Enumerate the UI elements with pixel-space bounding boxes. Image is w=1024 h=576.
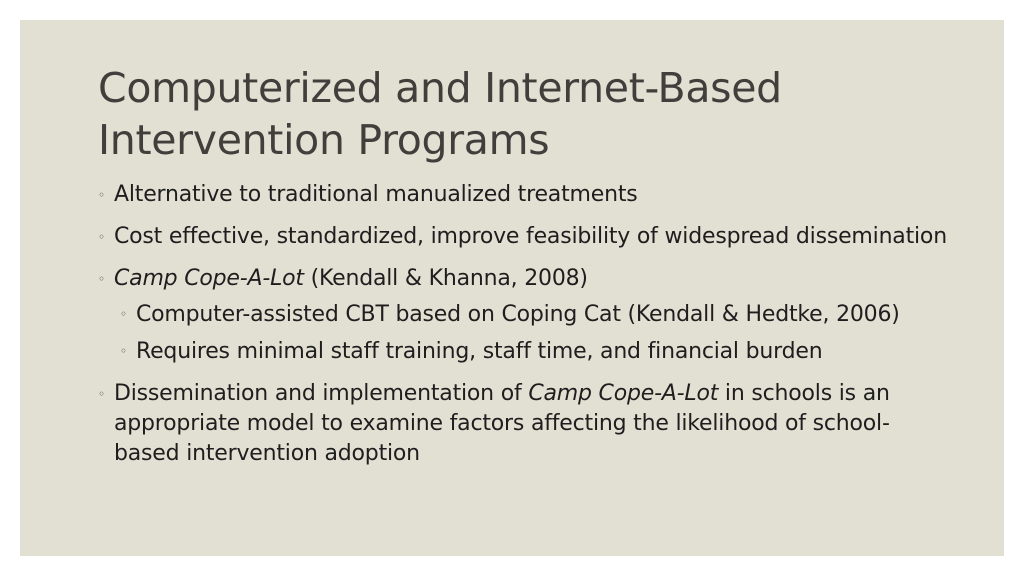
slide xyxy=(20,20,1004,556)
bullet-circle-icon: ◦ xyxy=(98,387,105,401)
bullet-item xyxy=(98,264,948,294)
sub-bullet-text: Computer-assisted CBT based on Coping Cat (Kendall & Hedtke, 2006) xyxy=(136,302,900,327)
bullet-text: Cost effective, standardized, improve feasibility of widespread dissemination xyxy=(114,224,947,249)
bullet-item xyxy=(98,379,948,469)
sub-bullet-item xyxy=(98,299,948,330)
bullet-circle-icon: ◦ xyxy=(120,344,127,358)
bullet-italic-title: Camp Cope-A-Lot xyxy=(114,266,304,291)
bullet-list xyxy=(98,180,948,481)
bullet-text: (Kendall & Khanna, 2008) xyxy=(303,266,588,291)
title-line-2: Intervention Programs xyxy=(98,116,550,164)
bullet-text: Alternative to traditional manualized treatments xyxy=(114,182,638,207)
sub-bullet-item xyxy=(98,336,948,367)
bullet-item xyxy=(98,180,948,210)
sub-bullet-text: Requires minimal staff training, staff time, and financial burden xyxy=(136,339,823,364)
bullet-circle-icon: ◦ xyxy=(98,272,105,286)
bullet-circle-icon: ◦ xyxy=(120,307,127,321)
bullet-text-pre: Dissemination and implementation of xyxy=(114,381,529,406)
bullet-italic-title: Camp Cope-A-Lot xyxy=(528,381,719,406)
bullet-circle-icon: ◦ xyxy=(98,230,105,244)
slide-title xyxy=(98,62,958,166)
bullet-text-post: in schools is an appropriate model to examine factors affecting the likelihood of school-based intervention adoption xyxy=(114,381,890,466)
title-line-1: Computerized and Internet-Based xyxy=(98,64,782,112)
bullet-circle-icon: ◦ xyxy=(98,188,105,202)
bullet-item xyxy=(98,222,948,252)
